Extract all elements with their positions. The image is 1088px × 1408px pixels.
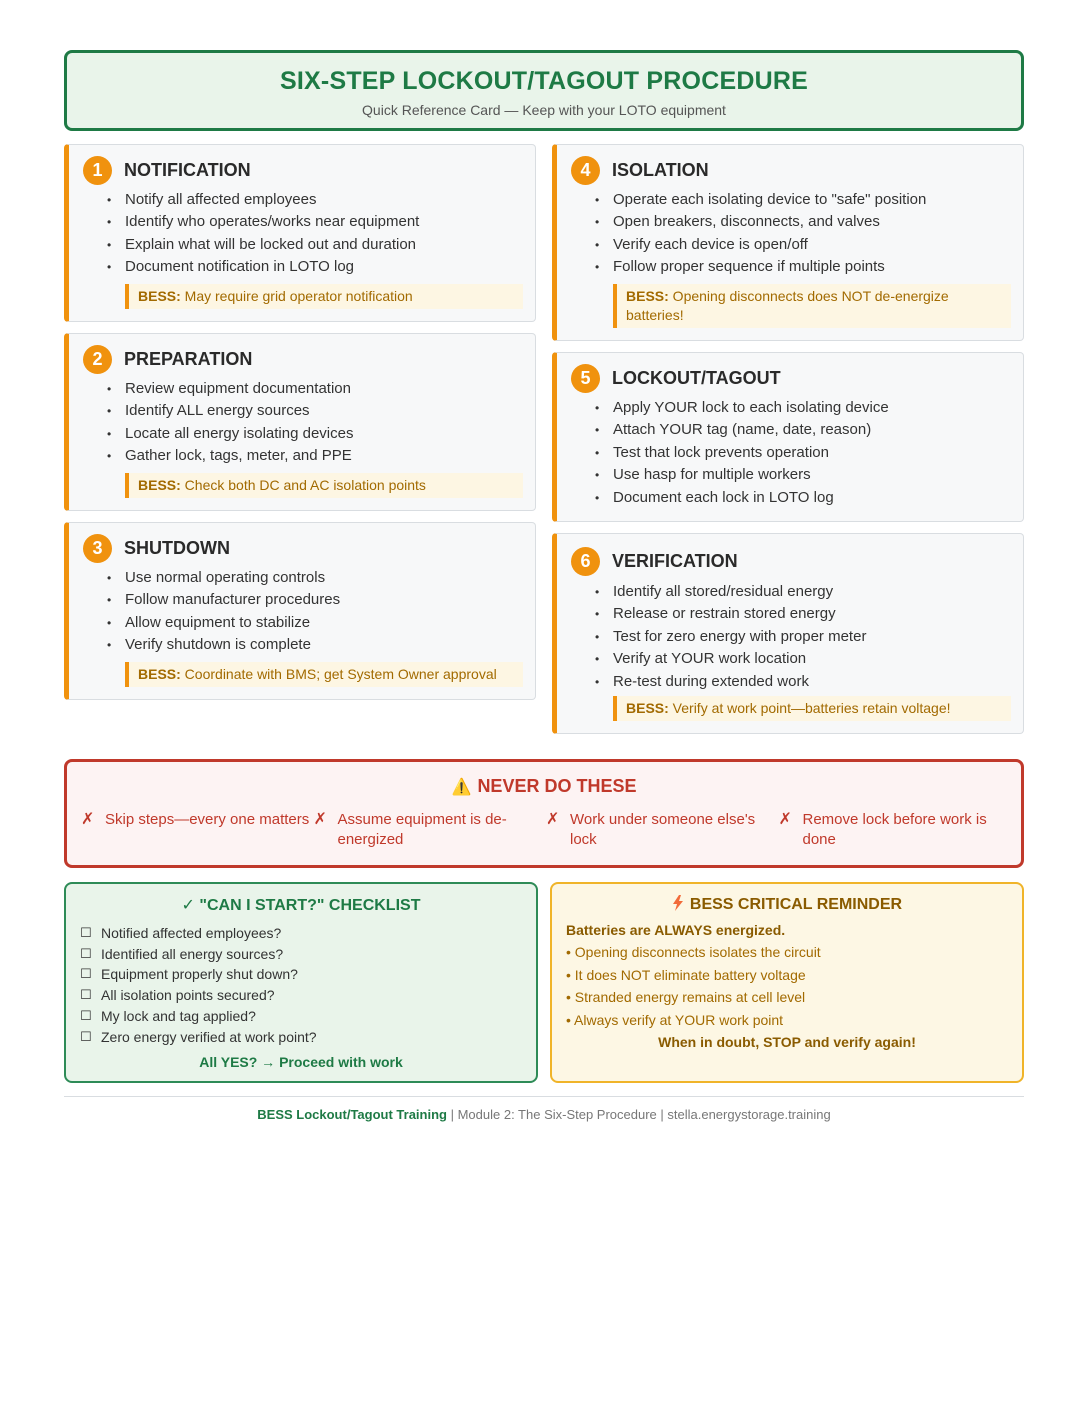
- checkbox-icon: ☐: [80, 966, 92, 982]
- warning-icon: ⚠️: [451, 779, 472, 796]
- checklist-item-text: Zero energy verified at work point?: [101, 1028, 317, 1045]
- step-card-shutdown: [64, 522, 536, 700]
- list-item: • Locate all energy isolating devices: [125, 423, 525, 445]
- checklist-item-text: My lock and tag applied?: [101, 1007, 256, 1024]
- bess-note-text: Verify at work point—batteries retain voltage!: [668, 700, 951, 716]
- checkbox-icon: ☐: [80, 925, 92, 940]
- list-item: • Identify ALL energy sources: [125, 400, 525, 422]
- reminder-item: • Stranded energy remains at cell level: [566, 989, 806, 1006]
- list-item: • Test for zero energy with proper meter: [613, 626, 1013, 648]
- list-item: • Verify shutdown is complete: [125, 634, 525, 656]
- checklist-item: [80, 1006, 536, 1027]
- step-title: VERIFICATION: [612, 550, 738, 571]
- cross-icon: ✗: [546, 811, 560, 828]
- step-number-badge: 1: [83, 156, 112, 185]
- list-item: • Allow equipment to stabilize: [125, 612, 525, 634]
- reminder-item: • Opening disconnects isolates the circuit: [566, 944, 821, 960]
- list-item: • Document notification in LOTO log: [125, 256, 525, 278]
- checklist-item-text: All isolation points secured?: [101, 987, 275, 1004]
- bess-note: [125, 284, 523, 309]
- never-item: [81, 810, 314, 850]
- step-number-badge: 3: [83, 534, 112, 563]
- checkbox-icon: ☐: [80, 945, 92, 961]
- page-title: SIX-STEP LOCKOUT/TAGOUT PROCEDURE: [280, 67, 808, 95]
- list-item: • Use hasp for multiple workers: [613, 464, 1013, 486]
- cross-icon: ✗: [313, 811, 327, 828]
- step-title: SHUTDOWN: [124, 537, 230, 558]
- step-title: PREPARATION: [124, 348, 253, 369]
- never-do-title: NEVER DO THESE: [477, 776, 637, 796]
- bess-note-label: BESS:: [138, 666, 181, 682]
- step-card-preparation: [64, 333, 536, 511]
- page-subtitle: Quick Reference Card — Keep with your LOTO equipment: [362, 102, 726, 118]
- checklist-item: [80, 1027, 536, 1048]
- bess-note: [125, 662, 523, 687]
- never-item-text: Assume equipment is de-energized: [337, 811, 507, 848]
- checklist-footer: All YES? → Proceed with work: [199, 1054, 403, 1071]
- cross-icon: ✗: [81, 811, 95, 828]
- checklist-item: [80, 944, 536, 965]
- list-item: • Follow manufacturer procedures: [125, 589, 525, 611]
- list-item: • Release or restrain stored energy: [613, 603, 1013, 625]
- never-do-panel: [64, 759, 1024, 868]
- checkbox-icon: ☐: [80, 987, 92, 1003]
- step-items: [125, 567, 525, 657]
- step-number-badge: 6: [571, 547, 600, 576]
- checklist-item: [80, 985, 536, 1006]
- bess-note-text: Check both DC and AC isolation points: [180, 477, 426, 493]
- step-items: [613, 189, 1013, 279]
- never-item-text: Skip steps—every one matters: [105, 811, 310, 828]
- check-icon: ✓: [181, 897, 195, 914]
- list-item: • Re-test during extended work: [613, 671, 1013, 693]
- never-item-text: Remove lock before work is done: [802, 811, 987, 848]
- lightning-icon: [672, 895, 684, 911]
- bess-note: [613, 284, 1011, 328]
- step-card-verification: [552, 533, 1024, 734]
- checkbox-icon: ☐: [80, 1007, 92, 1023]
- bess-note-text: Coordinate with BMS; get System Owner approval: [180, 666, 497, 682]
- checklist-title: "CAN I START?" CHECKLIST: [199, 897, 421, 914]
- checklist-item-text: Equipment properly shut down?: [101, 966, 298, 983]
- step-items: [613, 581, 1013, 693]
- checkbox-icon: ☐: [80, 1028, 92, 1044]
- list-item: • Verify each device is open/off: [613, 234, 1013, 256]
- list-item: • Apply YOUR lock to each isolating device: [613, 397, 1013, 419]
- step-card-notification: [64, 144, 536, 322]
- checklist-heading: [66, 895, 536, 915]
- bess-note-label: BESS:: [626, 700, 669, 716]
- list-item: • Use normal operating controls: [125, 567, 525, 589]
- reminder-lead: Batteries are ALWAYS energized.: [566, 922, 786, 938]
- footer-divider: [64, 1096, 1024, 1097]
- reminder-title: BESS CRITICAL REMINDER: [689, 896, 903, 913]
- bess-note-text: May require grid operator notification: [180, 288, 413, 304]
- bess-note-text: Opening disconnects does NOT de-energize batteries!: [626, 288, 949, 323]
- list-item: • Open breakers, disconnects, and valves: [613, 211, 1013, 233]
- step-card-lockout-tagout: [552, 352, 1024, 522]
- step-card-isolation: [552, 144, 1024, 341]
- list-item: • Operate each isolating device to "safe" position: [613, 189, 1013, 211]
- list-item: • Verify at YOUR work location: [613, 648, 1013, 670]
- list-item: • Notify all affected employees: [125, 189, 525, 211]
- list-item: • Gather lock, tags, meter, and PPE: [125, 445, 525, 467]
- step-title: LOCKOUT/TAGOUT: [612, 367, 781, 388]
- bess-note: [613, 696, 1011, 721]
- never-item: [314, 810, 547, 850]
- list-item: • Follow proper sequence if multiple points: [613, 256, 1013, 278]
- never-do-heading: [67, 776, 1021, 797]
- list-item: • Explain what will be locked out and duration: [125, 234, 525, 256]
- footer-text: | Module 2: The Six-Step Procedure | stella.energystorage.training: [446, 1107, 831, 1122]
- step-title: ISOLATION: [612, 159, 709, 180]
- checklist-item-text: Identified all energy sources?: [101, 945, 284, 962]
- never-item-text: Work under someone else's lock: [570, 811, 756, 848]
- checklist-item: [80, 923, 536, 944]
- can-i-start-checklist: [64, 882, 538, 1083]
- step-number-badge: 2: [83, 345, 112, 374]
- reminder-item: • It does NOT eliminate battery voltage: [566, 966, 806, 983]
- step-items: [125, 189, 525, 279]
- never-item: [546, 810, 779, 850]
- step-items: [613, 397, 1013, 509]
- reminder-footer: When in doubt, STOP and verify again!: [658, 1034, 916, 1051]
- page-footer: [64, 1107, 1024, 1122]
- cross-icon: ✗: [778, 811, 792, 828]
- bess-note-label: BESS:: [138, 288, 181, 304]
- list-item: • Attach YOUR tag (name, date, reason): [613, 419, 1013, 441]
- never-item: [779, 810, 1012, 850]
- list-item: • Identify who operates/works near equipment: [125, 211, 525, 233]
- step-number-badge: 5: [571, 364, 600, 393]
- list-item: • Review equipment documentation: [125, 378, 525, 400]
- checklist-item-text: Notified affected employees?: [101, 925, 282, 941]
- footer-brand: BESS Lockout/Tagout Training: [257, 1107, 447, 1122]
- list-item: • Document each lock in LOTO log: [613, 487, 1013, 509]
- step-items: [125, 378, 525, 468]
- bess-note-label: BESS:: [626, 288, 669, 304]
- bess-note-label: BESS:: [138, 477, 181, 493]
- step-title: NOTIFICATION: [124, 159, 251, 180]
- list-item: • Identify all stored/residual energy: [613, 581, 1013, 603]
- list-item: • Test that lock prevents operation: [613, 442, 1013, 464]
- reminder-item: • Always verify at YOUR work point: [566, 1011, 784, 1028]
- header-banner: [64, 50, 1024, 131]
- checklist-item: [80, 964, 536, 985]
- step-number-badge: 4: [571, 156, 600, 185]
- bess-critical-reminder: [550, 882, 1024, 1083]
- reminder-heading: [552, 895, 1022, 914]
- bess-note: [125, 473, 523, 498]
